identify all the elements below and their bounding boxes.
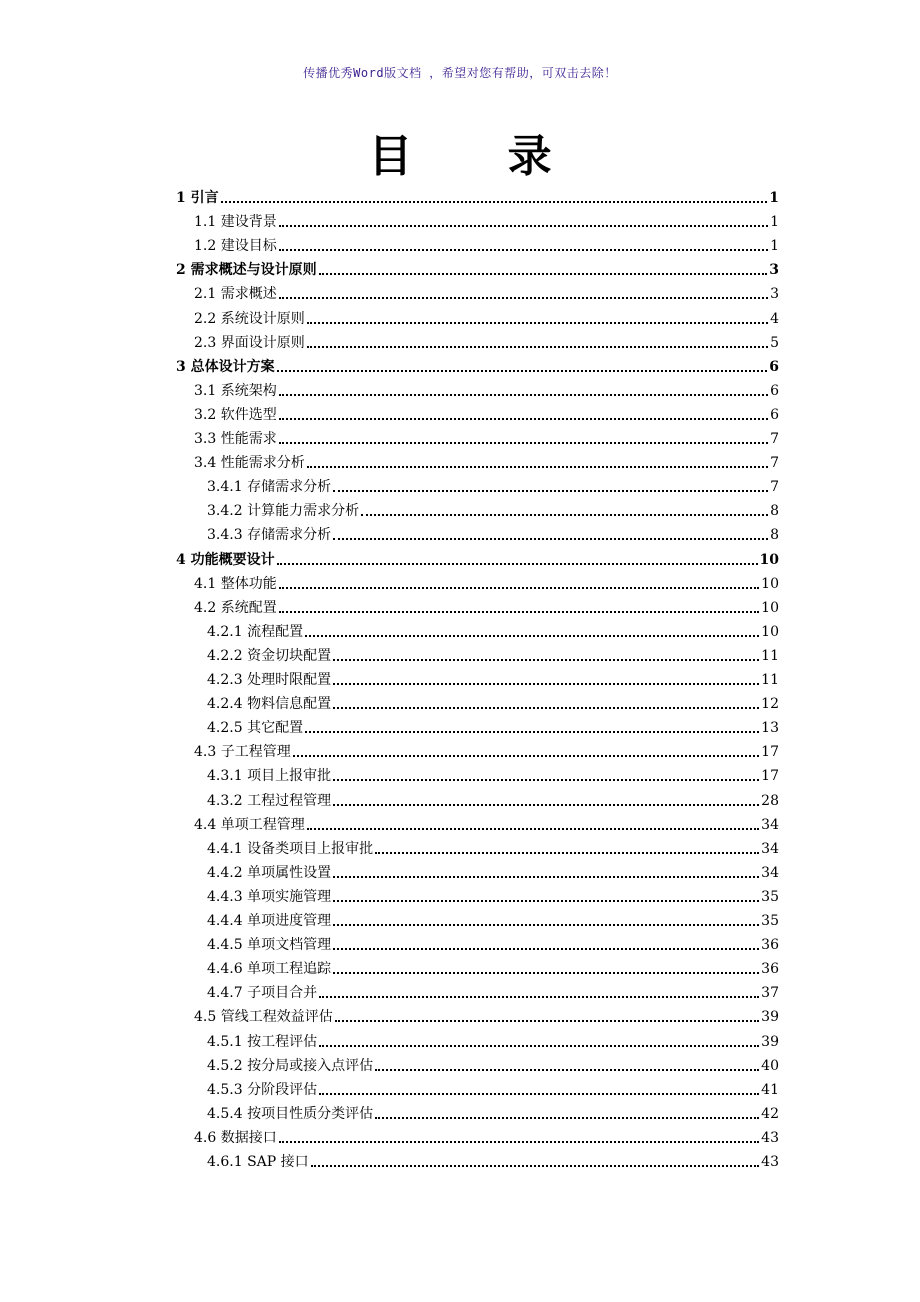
toc-entry[interactable] [207, 1148, 779, 1172]
toc-entry-page-number: 35 [761, 888, 779, 905]
toc-dot-leader [319, 272, 768, 275]
toc-entry-page-number: 3 [769, 262, 779, 279]
toc-dot-leader [375, 851, 759, 854]
toc-dot-leader [307, 827, 759, 830]
toc-entry-page-number: 8 [770, 527, 779, 544]
toc-dot-leader [375, 1068, 759, 1071]
toc-entry[interactable] [194, 305, 779, 329]
toc-entry-label: 4.2.5 其它配置 [207, 720, 304, 737]
toc-entry[interactable] [207, 714, 779, 738]
toc-entry-label: 4.5 管线工程效益评估 [194, 1009, 333, 1026]
toc-entry-label: 4.3.2 工程过程管理 [207, 792, 332, 809]
toc-dot-leader [375, 1116, 759, 1119]
toc-dot-leader [279, 393, 768, 396]
toc-entry[interactable] [194, 1124, 779, 1148]
toc-entry-label: 4.2.3 处理时限配置 [207, 672, 332, 688]
toc-entry-label: 4.6.1 SAP 接口 [207, 1154, 309, 1170]
toc-dot-leader [279, 296, 768, 299]
toc-entry[interactable] [194, 570, 779, 594]
toc-entry-page-number: 6 [770, 406, 779, 423]
toc-entry-page-number: 5 [770, 334, 779, 351]
toc-entry-page-number: 7 [770, 479, 779, 496]
toc-entry-page-number: 35 [761, 913, 779, 929]
toc-entry-page-number: 10 [761, 623, 779, 640]
toc-entry[interactable] [207, 1028, 779, 1052]
toc-entry-page-number: 8 [770, 503, 779, 520]
toc-entry-page-number: 17 [761, 744, 779, 761]
toc-entry[interactable] [176, 184, 779, 208]
toc-entry-label: 4 功能概要设计 [176, 551, 275, 568]
toc-entry-label: 3 总体设计方案 [176, 358, 275, 375]
toc-entry-page-number: 34 [761, 840, 779, 857]
toc-dot-leader [277, 562, 758, 565]
toc-entry[interactable] [194, 811, 779, 835]
toc-entry-label: 4.2.1 流程配置 [207, 623, 304, 640]
toc-entry-page-number: 3 [770, 286, 779, 303]
toc-entry-page-number: 43 [761, 1129, 779, 1146]
toc-entry[interactable] [207, 497, 779, 521]
toc-entry-page-number: 10 [759, 551, 779, 568]
toc-entry-page-number: 34 [761, 864, 779, 881]
toc-dot-leader [277, 369, 768, 372]
toc-entry[interactable] [194, 377, 779, 401]
toc-entry-label: 4.5.1 按工程评估 [207, 1033, 318, 1050]
toc-entry-label: 4.2 系统配置 [194, 599, 277, 616]
toc-entry-page-number: 6 [769, 358, 779, 375]
toc-entry-page-number: 40 [761, 1057, 779, 1074]
toc-entry-label: 4.2.4 物料信息配置 [207, 696, 332, 713]
toc-entry-label: 4.5.3 分阶段评估 [207, 1081, 318, 1098]
toc-entry-label: 3.4 性能需求分析 [194, 455, 305, 472]
toc-entry-page-number: 28 [761, 792, 779, 809]
toc-entry-page-number: 1 [770, 238, 779, 255]
toc-entry-label: 3.3 性能需求 [194, 431, 277, 447]
toc-entry[interactable] [194, 208, 779, 232]
toc-dot-leader [307, 321, 768, 324]
toc-entry-page-number: 13 [761, 720, 779, 737]
toc-entry[interactable] [207, 931, 779, 955]
toc-entry-label: 4.5.4 按项目性质分类评估 [207, 1105, 374, 1122]
toc-entry-page-number: 7 [770, 455, 779, 472]
toc-entry-label: 1 引言 [176, 190, 219, 206]
toc-entry-page-number: 7 [770, 431, 779, 447]
toc-entry-label: 2.3 界面设计原则 [194, 334, 305, 351]
toc-entry-label: 4.2.2 资金切块配置 [207, 647, 332, 664]
toc-entry-label: 1.1 建设背景 [194, 214, 277, 231]
header-banner: 传播优秀Word版文档 ，希望对您有帮助，可双击去除！ [303, 66, 617, 80]
toc-entry-label: 4.4.4 单项进度管理 [207, 913, 332, 929]
toc-entry-label: 3.2 软件选型 [194, 406, 277, 423]
page-title: 目 录 [368, 131, 592, 182]
toc-entry[interactable] [207, 521, 779, 545]
toc-entry[interactable] [207, 473, 779, 497]
toc-dot-leader [333, 706, 759, 709]
toc-entry-page-number: 11 [761, 672, 779, 688]
toc-entry-page-number: 10 [761, 599, 779, 616]
toc-entry-label: 4.5.2 按分局或接入点评估 [207, 1057, 374, 1074]
toc-entry-label: 3.4.3 存储需求分析 [207, 527, 332, 544]
toc-entry[interactable] [207, 618, 779, 642]
toc-entry[interactable] [207, 787, 779, 811]
toc-entry-label: 2 需求概述与设计原则 [176, 262, 317, 279]
toc-entry[interactable] [176, 353, 779, 377]
toc-entry[interactable] [176, 256, 779, 280]
toc-entry-page-number: 11 [761, 647, 779, 664]
toc-entry-label: 4.4 单项工程管理 [194, 816, 305, 833]
toc-dot-leader [279, 1140, 759, 1143]
toc-entry[interactable] [194, 280, 779, 304]
toc-entry-page-number: 1 [770, 214, 779, 231]
toc-dot-leader [279, 610, 759, 613]
toc-entry[interactable] [194, 329, 779, 353]
toc-dot-leader [333, 682, 759, 685]
toc-entry[interactable] [207, 642, 779, 666]
toc-entry[interactable] [207, 907, 779, 931]
toc-entry[interactable] [207, 690, 779, 714]
toc-dot-leader [333, 899, 759, 902]
toc-entry[interactable] [194, 425, 779, 449]
toc-dot-leader [279, 586, 759, 589]
toc-dot-leader [311, 1164, 760, 1167]
toc-dot-leader [279, 417, 768, 420]
toc-entry[interactable] [194, 738, 779, 762]
toc-entry-label: 3.1 系统架构 [194, 382, 277, 399]
toc-entry[interactable] [207, 859, 779, 883]
toc-entry-label: 2.2 系统设计原则 [194, 310, 305, 327]
toc-entry-page-number: 6 [770, 382, 779, 399]
toc-entry-page-number: 34 [761, 816, 779, 833]
toc-dot-leader [279, 441, 768, 444]
toc-dot-leader [279, 248, 768, 251]
toc-entry-label: 4.4.2 单项属性设置 [207, 864, 332, 881]
toc-entry-label: 3.4.1 存储需求分析 [207, 479, 332, 496]
toc-dot-leader [333, 658, 759, 661]
toc-entry-page-number: 10 [761, 575, 779, 592]
toc-dot-leader [333, 489, 768, 492]
toc-entry[interactable] [194, 401, 779, 425]
toc-entry[interactable] [194, 594, 779, 618]
toc-dot-leader [333, 947, 759, 950]
toc-dot-leader [307, 345, 768, 348]
toc-entry[interactable] [207, 883, 779, 907]
toc-entry[interactable] [207, 666, 779, 690]
toc-entry-page-number: 17 [761, 768, 779, 785]
toc-entry[interactable] [194, 232, 779, 256]
toc-dot-leader [307, 465, 768, 468]
toc-dot-leader [305, 730, 759, 733]
toc-entry-label: 4.3.1 项目上报审批 [207, 768, 332, 785]
toc-entry[interactable] [207, 835, 779, 859]
toc-entry[interactable] [176, 546, 779, 570]
toc-dot-leader [333, 537, 768, 540]
toc-entry-page-number: 39 [761, 1033, 779, 1050]
toc-entry-label: 4.4.3 单项实施管理 [207, 888, 332, 905]
toc-entry-label: 4.1 整体功能 [194, 575, 277, 592]
toc-entry-page-number: 39 [761, 1009, 779, 1026]
toc-entry-page-number: 37 [761, 985, 779, 1002]
toc-entry[interactable] [207, 1076, 779, 1100]
toc-entry-label: 4.4.7 子项目合并 [207, 985, 318, 1002]
toc-entry-page-number: 36 [761, 937, 779, 954]
toc-entry-label: 3.4.2 计算能力需求分析 [207, 503, 360, 520]
toc-dot-leader [361, 513, 768, 516]
toc-entry-page-number: 43 [761, 1154, 779, 1170]
toc-dot-leader [333, 778, 759, 781]
toc-entry-page-number: 41 [761, 1081, 779, 1098]
toc-entry-label: 4.4.6 单项工程追踪 [207, 961, 332, 978]
toc-entry-label: 4.4.5 单项文档管理 [207, 937, 332, 954]
toc-dot-leader [335, 1019, 759, 1022]
toc-entry[interactable] [207, 1052, 779, 1076]
toc-entry-page-number: 36 [761, 961, 779, 978]
toc-entry-label: 4.6 数据接口 [194, 1129, 277, 1146]
toc-dot-leader [333, 923, 759, 926]
toc-entry-label: 4.3 子工程管理 [194, 744, 291, 761]
toc-dot-leader [333, 875, 759, 878]
toc-dot-leader [333, 803, 759, 806]
toc-dot-leader [319, 995, 759, 998]
toc-dot-leader [319, 1044, 759, 1047]
toc-entry-page-number: 42 [761, 1105, 779, 1122]
toc-entry[interactable] [207, 955, 779, 979]
toc-entry[interactable] [194, 449, 779, 473]
toc-dot-leader [333, 971, 759, 974]
toc-dot-leader [319, 1092, 759, 1095]
toc-dot-leader [279, 224, 768, 227]
toc-entry-label: 1.2 建设目标 [194, 238, 277, 255]
toc-entry[interactable] [207, 979, 779, 1003]
toc-entry-label: 2.1 需求概述 [194, 286, 277, 303]
toc-dot-leader [293, 754, 759, 757]
toc-entry[interactable] [207, 762, 779, 786]
toc-entry[interactable] [207, 1100, 779, 1124]
toc-dot-leader [221, 200, 768, 203]
toc-dot-leader [305, 634, 759, 637]
toc-entry-label: 4.4.1 设备类项目上报审批 [207, 840, 374, 857]
toc-entry-page-number: 12 [761, 696, 779, 713]
toc-entry-page-number: 4 [770, 310, 779, 327]
toc-entry[interactable] [194, 1003, 779, 1027]
toc-entry-page-number: 1 [769, 190, 779, 206]
